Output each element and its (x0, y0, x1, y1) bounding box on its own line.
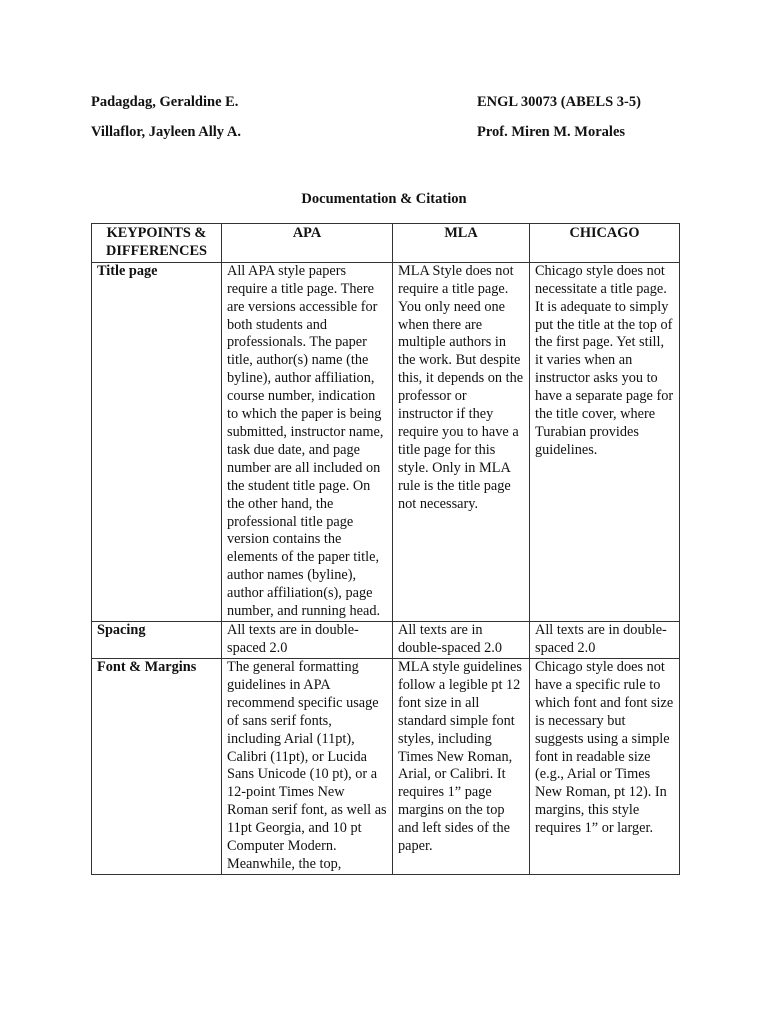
column-header-apa: APA (222, 224, 393, 263)
cell-chicago-font-margins: Chicago style does not have a specific rule to which font and font size is necessary but suggests using a simple font in readable size (e.g., Arial or Times New Roman, pt 12). In margins, this style requires 1” or larger. (530, 658, 680, 874)
author-name-2: Villaflor, Jayleen Ally A. (91, 124, 241, 140)
comparison-table (91, 223, 680, 875)
row-label-title-page: Title page (92, 262, 222, 621)
row-label-font-margins: Font & Margins (92, 658, 222, 874)
cell-mla-spacing: All texts are in double-spaced 2.0 (393, 621, 530, 658)
table-row-spacing (92, 621, 680, 658)
professor-name: Prof. Miren M. Morales (477, 124, 626, 140)
cell-chicago-spacing: All texts are in double-spaced 2.0 (530, 621, 680, 658)
column-header-keypoints: KEYPOINTS & DIFFERENCES (92, 224, 222, 263)
cell-chicago-title-page: Chicago style does not necessitate a title page. It is adequate to simply put the title at the top of the first page. Yet still, it varies when an instructor asks you to have a separate page for the title cover, where Turabian provides guidelines. (530, 262, 680, 621)
row-label-spacing: Spacing (92, 621, 222, 658)
table-row-title-page (92, 262, 680, 621)
cell-mla-title-page: MLA Style does not require a title page. You only need one when there are multiple authors in the work. But despite this, it depends on the professor or instructor if they require you to have a title page for this style. Only in MLA rule is the title page not necessary. (393, 262, 530, 621)
table-row-font-margins (92, 658, 680, 874)
cell-apa-font-margins: The general formatting guidelines in APA recommend specific usage of sans serif fonts, including Arial (11pt), Calibri (11pt), or Lucida Sans Unicode (10 pt), or a 12-point Times New Roman serif font, as well as 11pt Georgia, and 10 pt Computer Modern. Meanwhile, the top, (222, 658, 393, 874)
column-header-mla: MLA (393, 224, 530, 263)
column-header-chicago: CHICAGO (530, 224, 680, 263)
cell-mla-font-margins: MLA style guidelines follow a legible pt 12 font size in all standard simple font styles, including Times New Roman, Arial, or Calibri. It requires 1” page margins on the top and left sides of the paper. (393, 658, 530, 874)
author-name-1: Padagdag, Geraldine E. (91, 94, 239, 110)
cell-apa-spacing: All texts are in double-spaced 2.0 (222, 621, 393, 658)
course-code: ENGL 30073 (ABELS 3-5) (477, 94, 641, 110)
table-header-row (92, 224, 680, 263)
cell-apa-title-page: All APA style papers require a title page. There are versions accessible for both students and professionals. The paper title, author(s) name (the byline), author affiliation, course number, indication to which the paper is being submitted, instructor name, task due date, and page number are all included on the student title page. On the other hand, the professional title page version contains the elements of the paper title, author names (byline), author affiliation(s), page number, and running head. (222, 262, 393, 621)
document-title: Documentation & Citation (301, 191, 467, 207)
